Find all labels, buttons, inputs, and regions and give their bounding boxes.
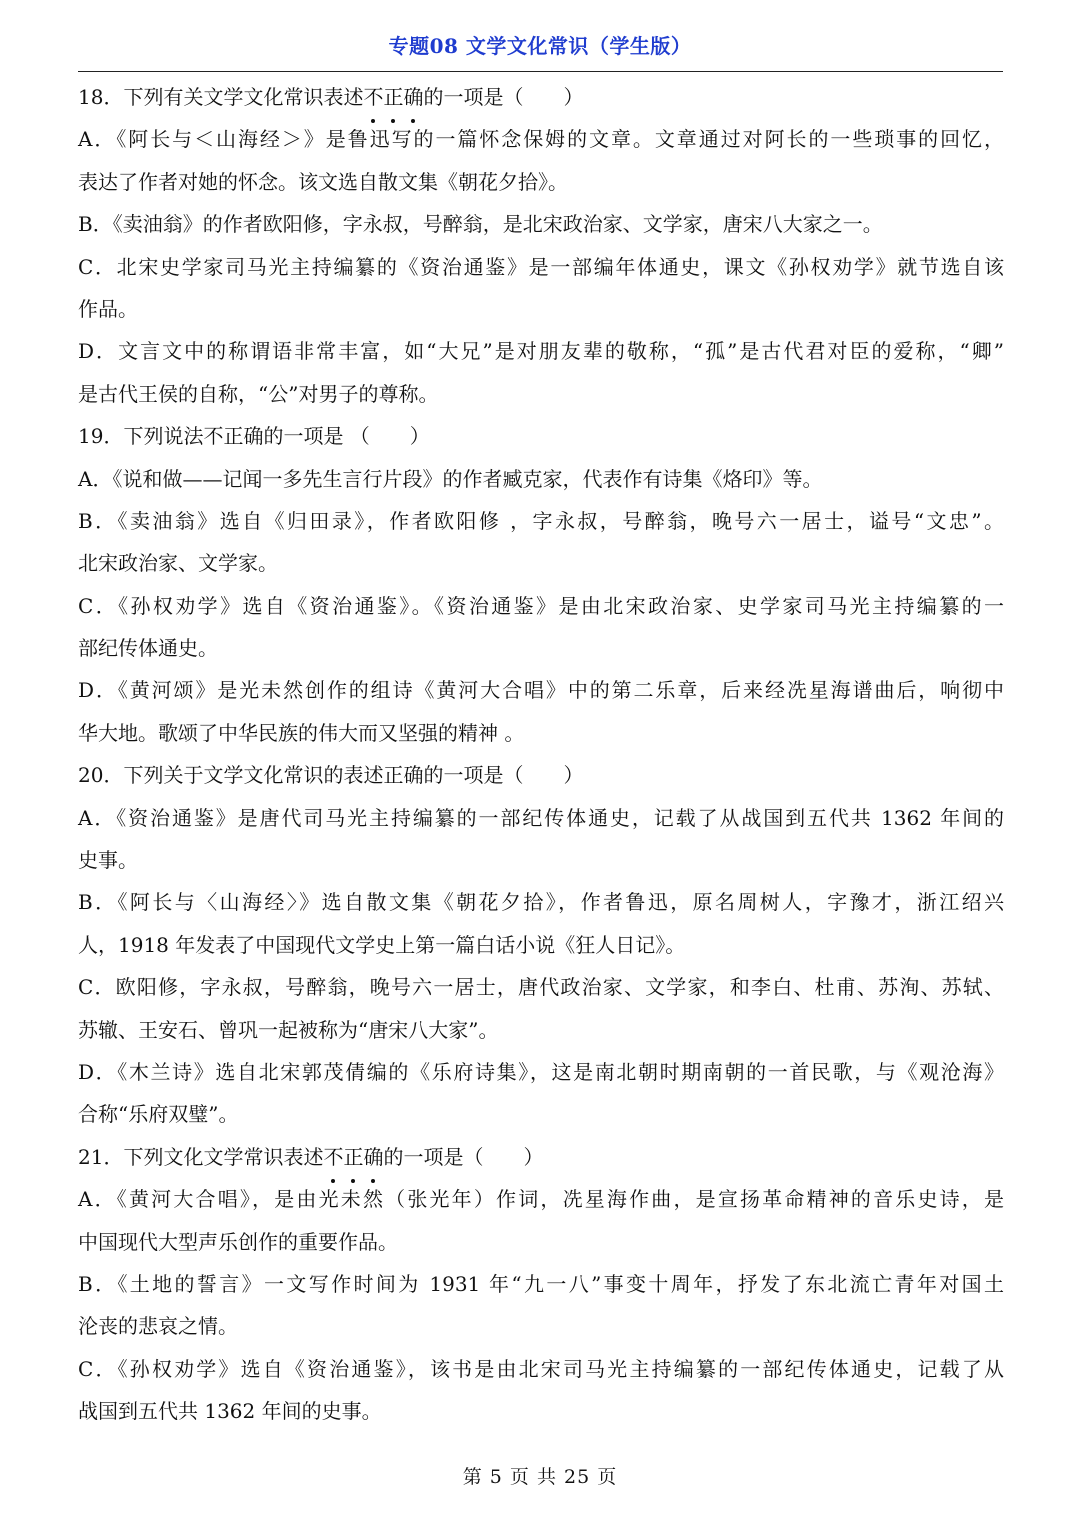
option-line: 是古代王侯的自称，“公”对男子的尊称。: [78, 381, 439, 406]
option-line: 北宋政治家、文学家。: [78, 551, 278, 576]
option-line: 战国到五代共 1362 年间的史事。: [78, 1399, 382, 1424]
option-line: A．《黄河大合唱》，是由光未然（张光年）作词，冼星海作曲，是宣扬革命精神的音乐史诗，是: [78, 1187, 1004, 1212]
option-line: B．《卖油翁》选自《归田录》，作者欧阳修 ，字永叔，号醉翁，晚号六一居士，谥号“文忠”。: [78, 508, 1004, 533]
option-line: 合称“乐府双璧”。: [78, 1102, 239, 1127]
page-number: 第 5 页 共 25 页: [462, 1466, 618, 1488]
document-body: [78, 76, 1008, 1433]
option-line: B．《土地的誓言》一文写作时间为 1931 年“九一八”事变十周年，抒发了东北流亡青年对国土: [78, 1271, 1004, 1296]
option-line: A．《说和做——记闻一多先生言行片段》的作者臧克家，代表作有诗集《烙印》等。: [78, 466, 823, 491]
option-line: 作品。: [78, 296, 138, 321]
option-line: 表达了作者对她的怀念。该文选自散文集《朝花夕拾》。: [78, 169, 568, 194]
option-line: 人，1918 年发表了中国现代文学史上第一篇白话小说《狂人日记》。: [78, 932, 686, 957]
option-line: D．文言文中的称谓语非常丰富，如“大兄”是对朋友辈的敬称，“孤”是古代君对臣的爱称，“卿”: [78, 339, 1004, 364]
question-stem: 21．下列文化文学常识表述不正确的一项是（ ）: [78, 1136, 1008, 1178]
option-line: C．北宋史学家司马光主持编纂的《资治通鉴》是一部编年体通史，课文《孙权劝学》就节选自该: [78, 254, 1004, 279]
option-line: 史事。: [78, 848, 138, 873]
emphasis-char: 正: [343, 1136, 363, 1178]
emphasis-char: 正: [383, 76, 403, 118]
option-line: C．《孙权劝学》选自《资治通鉴》。《资治通鉴》是由北宋政治家、史学家司马光主持编纂的一: [78, 593, 1004, 618]
option-line: C．欧阳修，字永叔，号醉翁，晚号六一居士，唐代政治家、文学家，和李白、杜甫、苏洵、苏轼、: [78, 975, 1004, 1000]
option-line: D．《木兰诗》选自北宋郭茂倩编的《乐府诗集》，这是南北朝时期南朝的一首民歌，与《观沧海》: [78, 1059, 1004, 1084]
emphasis-char: 确: [403, 76, 423, 118]
question-stem: 20．下列关于文学文化常识的表述正确的一项是（ ）: [78, 763, 584, 788]
option-line: A．《资治通鉴》是唐代司马光主持编纂的一部纪传体通史，记载了从战国到五代共 1362 年间的: [78, 805, 1004, 830]
emphasis-char: 不: [363, 76, 383, 118]
option-line: 苏辙、王安石、曾巩一起被称为“唐宋八大家”。: [78, 1017, 499, 1042]
option-line: C．《孙权劝学》选自《资治通鉴》，该书是由北宋司马光主持编纂的一部纪传体通史，记载了从: [78, 1356, 1004, 1381]
emphasis-char: 不: [323, 1136, 343, 1178]
option-line: 华大地。歌颂了中华民族的伟大而又坚强的精神 。: [78, 720, 525, 745]
option-line: B．《阿长与〈山海经〉》选自散文集《朝花夕拾》，作者鲁迅，原名周树人，字豫才，浙江绍兴: [78, 890, 1004, 915]
option-line: 中国现代大型声乐创作的重要作品。: [78, 1229, 398, 1254]
option-line: D．《黄河颂》是光未然创作的组诗《黄河大合唱》中的第二乐章，后来经冼星海谱曲后，响彻中: [78, 678, 1004, 703]
option-line: A．《阿长与＜山海经＞》是鲁迅写的一篇怀念保姆的文章。文章通过对阿长的一些琐事的回忆，: [78, 127, 1004, 152]
option-line: 沦丧的悲哀之情。: [78, 1314, 238, 1339]
question-stem: 18．下列有关文学文化常识表述不正确的一项是（ ）: [78, 76, 1008, 118]
page-header-title: 专题08 文学文化常识（学生版）: [388, 34, 692, 58]
option-line: 部纪传体通史。: [78, 636, 218, 661]
question-stem: 19．下列说法不正确的一项是 （ ）: [78, 424, 430, 449]
option-line: B．《卖油翁》的作者欧阳修，字永叔，号醉翁，是北宋政治家、文学家，唐宋八大家之一。: [78, 212, 883, 237]
emphasis-char: 确: [363, 1136, 383, 1178]
header-divider: [78, 71, 1003, 72]
